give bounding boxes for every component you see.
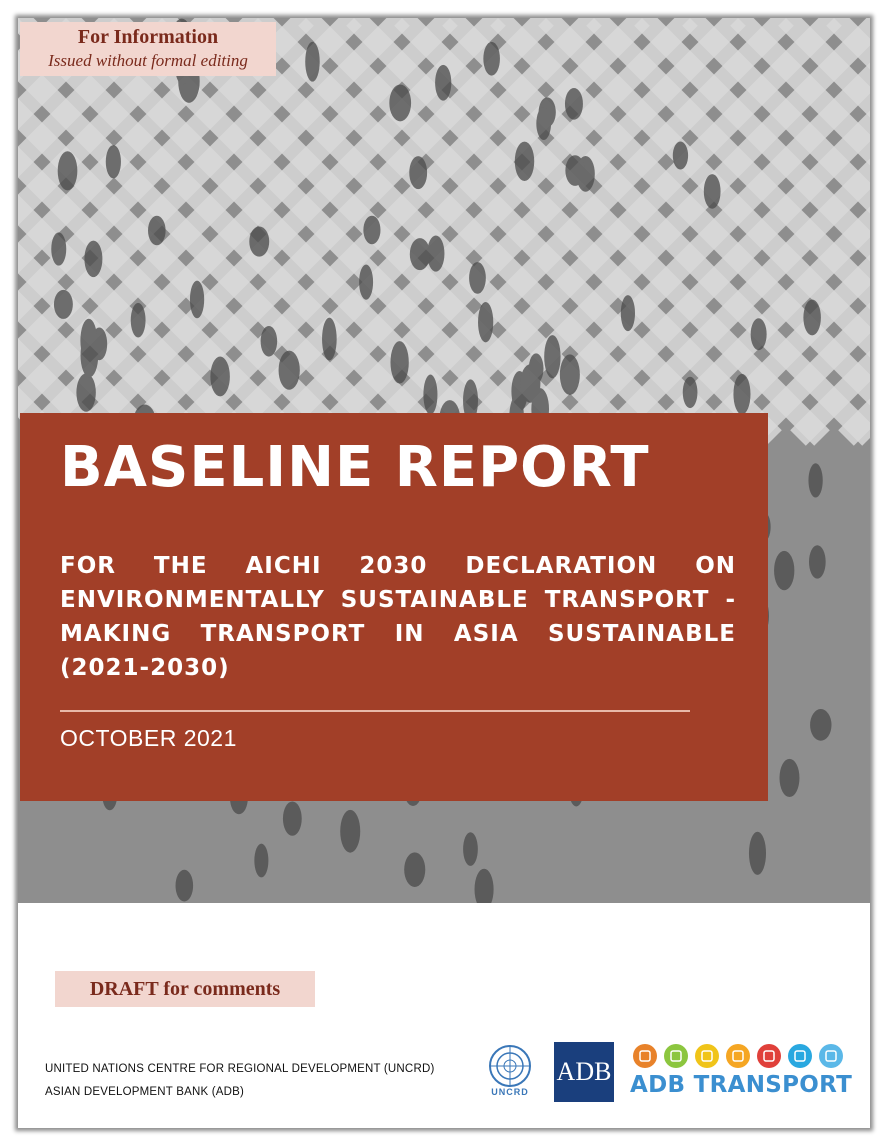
info-title: For Information	[77, 26, 219, 48]
report-date: OCTOBER 2021	[60, 725, 237, 751]
adb-transport-logo: ADB TRANSPORT	[630, 1072, 853, 1098]
title-panel	[20, 413, 768, 801]
organization-adb: ASIAN DEVELOPMENT BANK (ADB)	[45, 1086, 245, 1098]
for-information-box	[20, 22, 276, 76]
adb-logo: ADB	[554, 1042, 614, 1102]
draft-label: DRAFT for comments	[55, 971, 315, 1007]
walking-icon	[633, 1044, 657, 1068]
uncrd-logo-text: UNCRD	[491, 1087, 529, 1097]
car-icon	[726, 1044, 750, 1068]
train-icon	[757, 1044, 781, 1068]
bicycle-icon	[664, 1044, 688, 1068]
bus-icon	[695, 1044, 719, 1068]
report-subtitle: FOR THE AICHI 2030 DECLARATION ON ENVIRONMENTALLY SUSTAINABLE TRANSPORT - MAKING TRANSPORT IN ASIA SUSTAINABLE (2021-2030)	[60, 553, 736, 681]
transport-icons	[632, 1043, 852, 1069]
plane-icon	[819, 1044, 843, 1068]
tram-icon	[788, 1044, 812, 1068]
title-divider	[60, 710, 690, 712]
report-title: BASELINE REPORT	[60, 435, 650, 500]
report-cover	[18, 18, 870, 1128]
organization-uncrd: UNITED NATIONS CENTRE FOR REGIONAL DEVELOPMENT (UNCRD)	[45, 1063, 435, 1075]
info-subtitle: Issued without formal editing	[48, 51, 248, 70]
